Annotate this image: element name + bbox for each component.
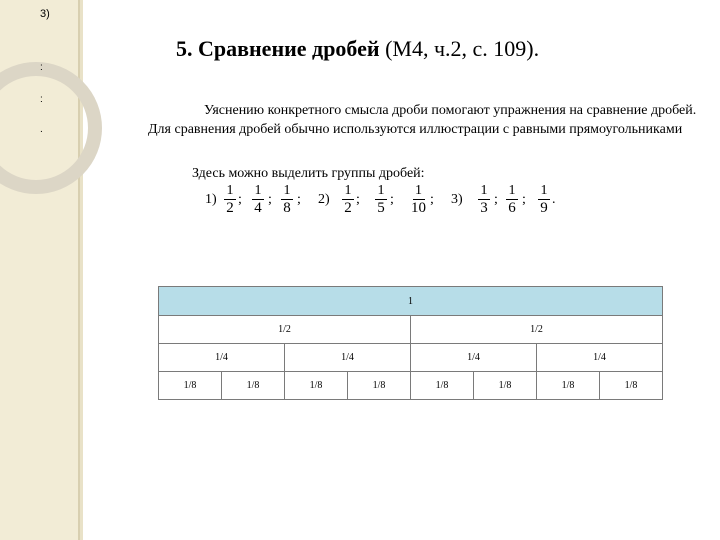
fraction-denominator: 3 [480,200,488,216]
separator: ; [522,192,526,207]
whole-cell: 1 [159,287,663,316]
half-cell: 1/2 [159,316,411,344]
separator: ; [238,192,242,207]
separator: ; [494,192,498,207]
fraction-denominator: 5 [377,200,385,216]
fraction-numerator: 1 [415,183,422,198]
fraction [375,183,387,216]
group-label: 3) [451,192,463,207]
half-cell: 1/2 [411,316,663,344]
sidebar-mark: : [40,94,43,105]
eighth-cell: 1/8 [285,372,348,400]
fraction-denominator: 8 [283,200,291,216]
eighth-cell: 1/8 [411,372,474,400]
fraction-numerator: 1 [480,183,488,198]
quarter-cell: 1/4 [411,344,537,372]
fraction-denominator: 6 [508,200,516,216]
fraction-numerator: 1 [344,183,352,198]
fraction [224,183,236,216]
sidebar-mark: . [40,124,43,135]
fraction-numerator: 1 [540,183,548,198]
slide-title [0,36,720,62]
end-mark: . [552,192,556,207]
eighth-cell: 1/8 [348,372,411,400]
fraction-numerator: 1 [508,183,516,198]
fraction-denominator: 4 [254,200,262,216]
eighth-cell: 1/8 [600,372,663,400]
fraction-denominator: 10 [411,200,426,216]
fraction-denominator: 9 [540,200,548,216]
decorative-ring [0,62,102,194]
fraction [342,183,354,216]
fraction [252,183,264,216]
fraction [411,183,426,216]
separator: ; [268,192,272,207]
title-bold: 5. Сравнение дробей [176,36,380,61]
fraction-denominator: 2 [344,200,352,216]
separator: ; [297,192,301,207]
fraction-numerator: 1 [377,183,385,198]
separator: ; [430,192,434,207]
fraction-denominator: 2 [226,200,234,216]
group-label: 1) [205,192,217,207]
eighth-cell: 1/8 [537,372,600,400]
fraction [281,183,293,216]
eighth-cell: 1/8 [474,372,537,400]
fraction-numerator: 1 [226,183,234,198]
group-label: 2) [318,192,330,207]
separator: ; [390,192,394,207]
fraction-numerator: 1 [283,183,291,198]
title-rest: (М4, ч.2, с. 109). [379,36,540,61]
groups-title: Здесь можно выделить группы дробей: [192,166,425,181]
separator: ; [356,192,360,207]
quarter-cell: 1/4 [537,344,663,372]
sidebar-mark: : [40,62,43,73]
eighth-cell: 1/8 [222,372,285,400]
eighth-cell: 1/8 [159,372,222,400]
intro-paragraph: Уяснению конкретного смысла дроби помогают упражнения на сравнение дробей. Для сравнения дробей обычно используются иллюстрации с равными прямоугольниками [148,103,697,137]
fraction-numerator: 1 [254,183,262,198]
quarter-cell: 1/4 [159,344,285,372]
fraction [478,183,490,216]
fraction [506,183,518,216]
corner-label: 3) [40,8,50,20]
quarter-cell: 1/4 [285,344,411,372]
fraction-bar-table [158,286,663,400]
fraction [538,183,550,216]
